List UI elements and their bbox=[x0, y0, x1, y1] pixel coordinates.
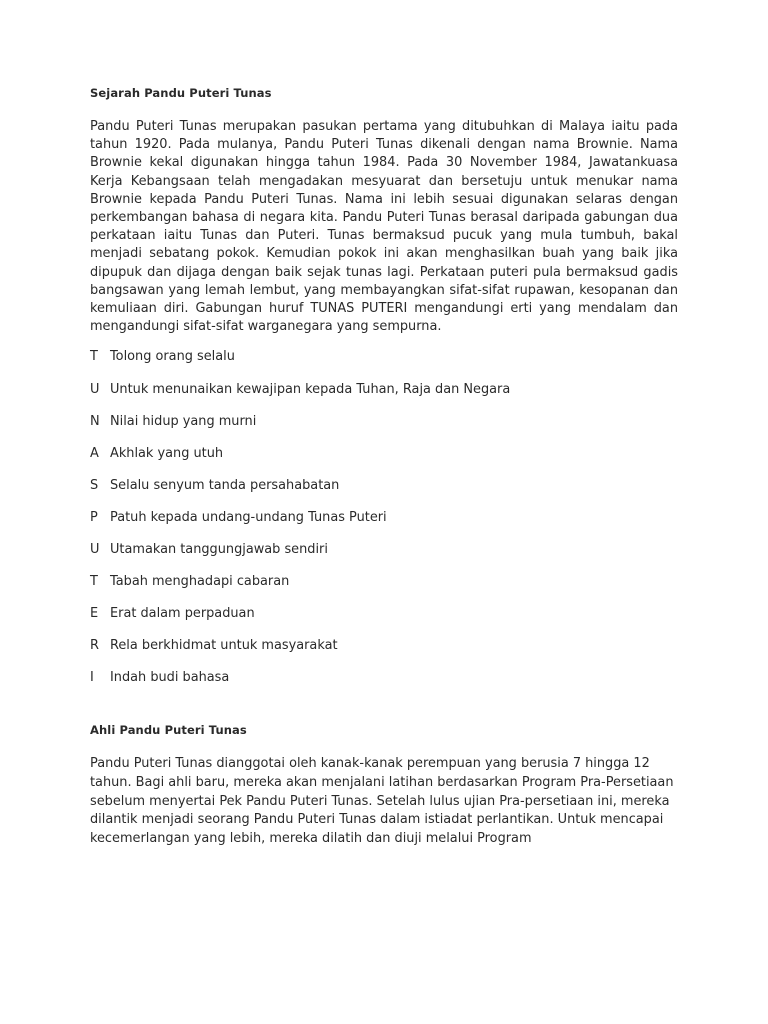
acronym-text: Tabah menghadapi cabaran bbox=[110, 574, 290, 590]
history-paragraph: Pandu Puteri Tunas merupakan pasukan pertama yang ditubuhkan di Malaya iaitu pada tahun 1920. Pada mulanya, Pandu Puteri Tunas dikenali dengan nama Brownie. Nama Brownie kekal digunakan hingga tahun 1984. Pada 30 November 1984, Jawatankuasa Kerja Kebangsaan telah mengadakan mesyuarat dan bersetuju untuk menukar nama Brownie kepada Pandu Puteri Tunas. Nama ini lebih sesuai digunakan selaras dengan perkembangan bahasa di negara kita. Pandu Puteri Tunas berasal daripada gabungan dua perkataan iaitu Tunas dan Puteri. Tunas bermaksud pucuk yang mula tumbuh, bakal menjadi sebatang pokok. Kemudian pokok ini akan menghasilkan buah yang baik jika dipupuk dan dijaga dengan baik sejak tunas lagi. Perkataan puteri pula bermaksud gadis bangsawan yang lemah lembut, yang membayangkan sifat-sifat rupawan, kesopanan dan kemuliaan diri. Gabungan huruf TUNAS PUTERI mengandungi erti yang mendalam dan mengandungi sifat-sifat warganegara yang sempurna. bbox=[90, 119, 678, 335]
acronym-text: Akhlak yang utuh bbox=[110, 445, 224, 461]
acronym-item bbox=[90, 541, 678, 573]
document-content bbox=[90, 86, 678, 848]
acronym-item bbox=[90, 573, 678, 605]
acronym-letter: S bbox=[90, 477, 99, 493]
section-heading-members: Ahli Pandu Puteri Tunas bbox=[90, 723, 247, 738]
acronym-item bbox=[90, 381, 678, 413]
members-paragraph: Pandu Puteri Tunas dianggotai oleh kanak-kanak perempuan yang berusia 7 hingga 12 tahun. Bagi ahli baru, mereka akan menjalani latihan berdasarkan Program Pra-Persetiaan sebelum menyertai Pek Pandu Puteri Tunas. Setelah lulus ujian Pra-persetiaan ini, mereka dilantik menjadi seorang Pandu Puteri Tunas dalam istiadat perlantikan. Untuk mencapai kecemerlangan yang lebih, mereka dilatih dan diuji melalui Program bbox=[90, 756, 674, 846]
acronym-text: Erat dalam perpaduan bbox=[110, 606, 255, 622]
acronym-letter: T bbox=[90, 574, 98, 590]
acronym-text: Nilai hidup yang murni bbox=[110, 413, 257, 429]
acronym-letter: R bbox=[90, 638, 99, 654]
acronym-text: Selalu senyum tanda persahabatan bbox=[110, 477, 340, 493]
acronym-list bbox=[90, 348, 678, 701]
acronym-item bbox=[90, 445, 678, 477]
acronym-item bbox=[90, 509, 678, 541]
acronym-text: Tolong orang selalu bbox=[110, 349, 235, 365]
acronym-text: Rela berkhidmat untuk masyarakat bbox=[110, 638, 338, 654]
acronym-letter: N bbox=[90, 413, 100, 429]
members-section bbox=[90, 723, 678, 848]
acronym-text: Patuh kepada undang-undang Tunas Puteri bbox=[110, 509, 387, 525]
acronym-letter: P bbox=[90, 509, 98, 525]
acronym-letter: T bbox=[90, 349, 98, 365]
acronym-item bbox=[90, 669, 678, 701]
acronym-letter: I bbox=[90, 670, 94, 686]
acronym-letter: A bbox=[90, 445, 99, 461]
acronym-item bbox=[90, 637, 678, 669]
acronym-item bbox=[90, 605, 678, 637]
acronym-letter: U bbox=[90, 542, 100, 557]
acronym-letter: E bbox=[90, 606, 99, 622]
acronym-letter: U bbox=[90, 381, 100, 397]
section-heading-history: Sejarah Pandu Puteri Tunas bbox=[90, 86, 272, 100]
acronym-text: Untuk menunaikan kewajipan kepada Tuhan, Raja dan Negara bbox=[110, 381, 511, 397]
acronym-text: Utamakan tanggungjawab sendiri bbox=[110, 542, 328, 557]
acronym-text: Indah budi bahasa bbox=[110, 670, 230, 686]
acronym-item bbox=[90, 348, 678, 380]
acronym-item bbox=[90, 477, 678, 509]
acronym-item bbox=[90, 413, 678, 445]
